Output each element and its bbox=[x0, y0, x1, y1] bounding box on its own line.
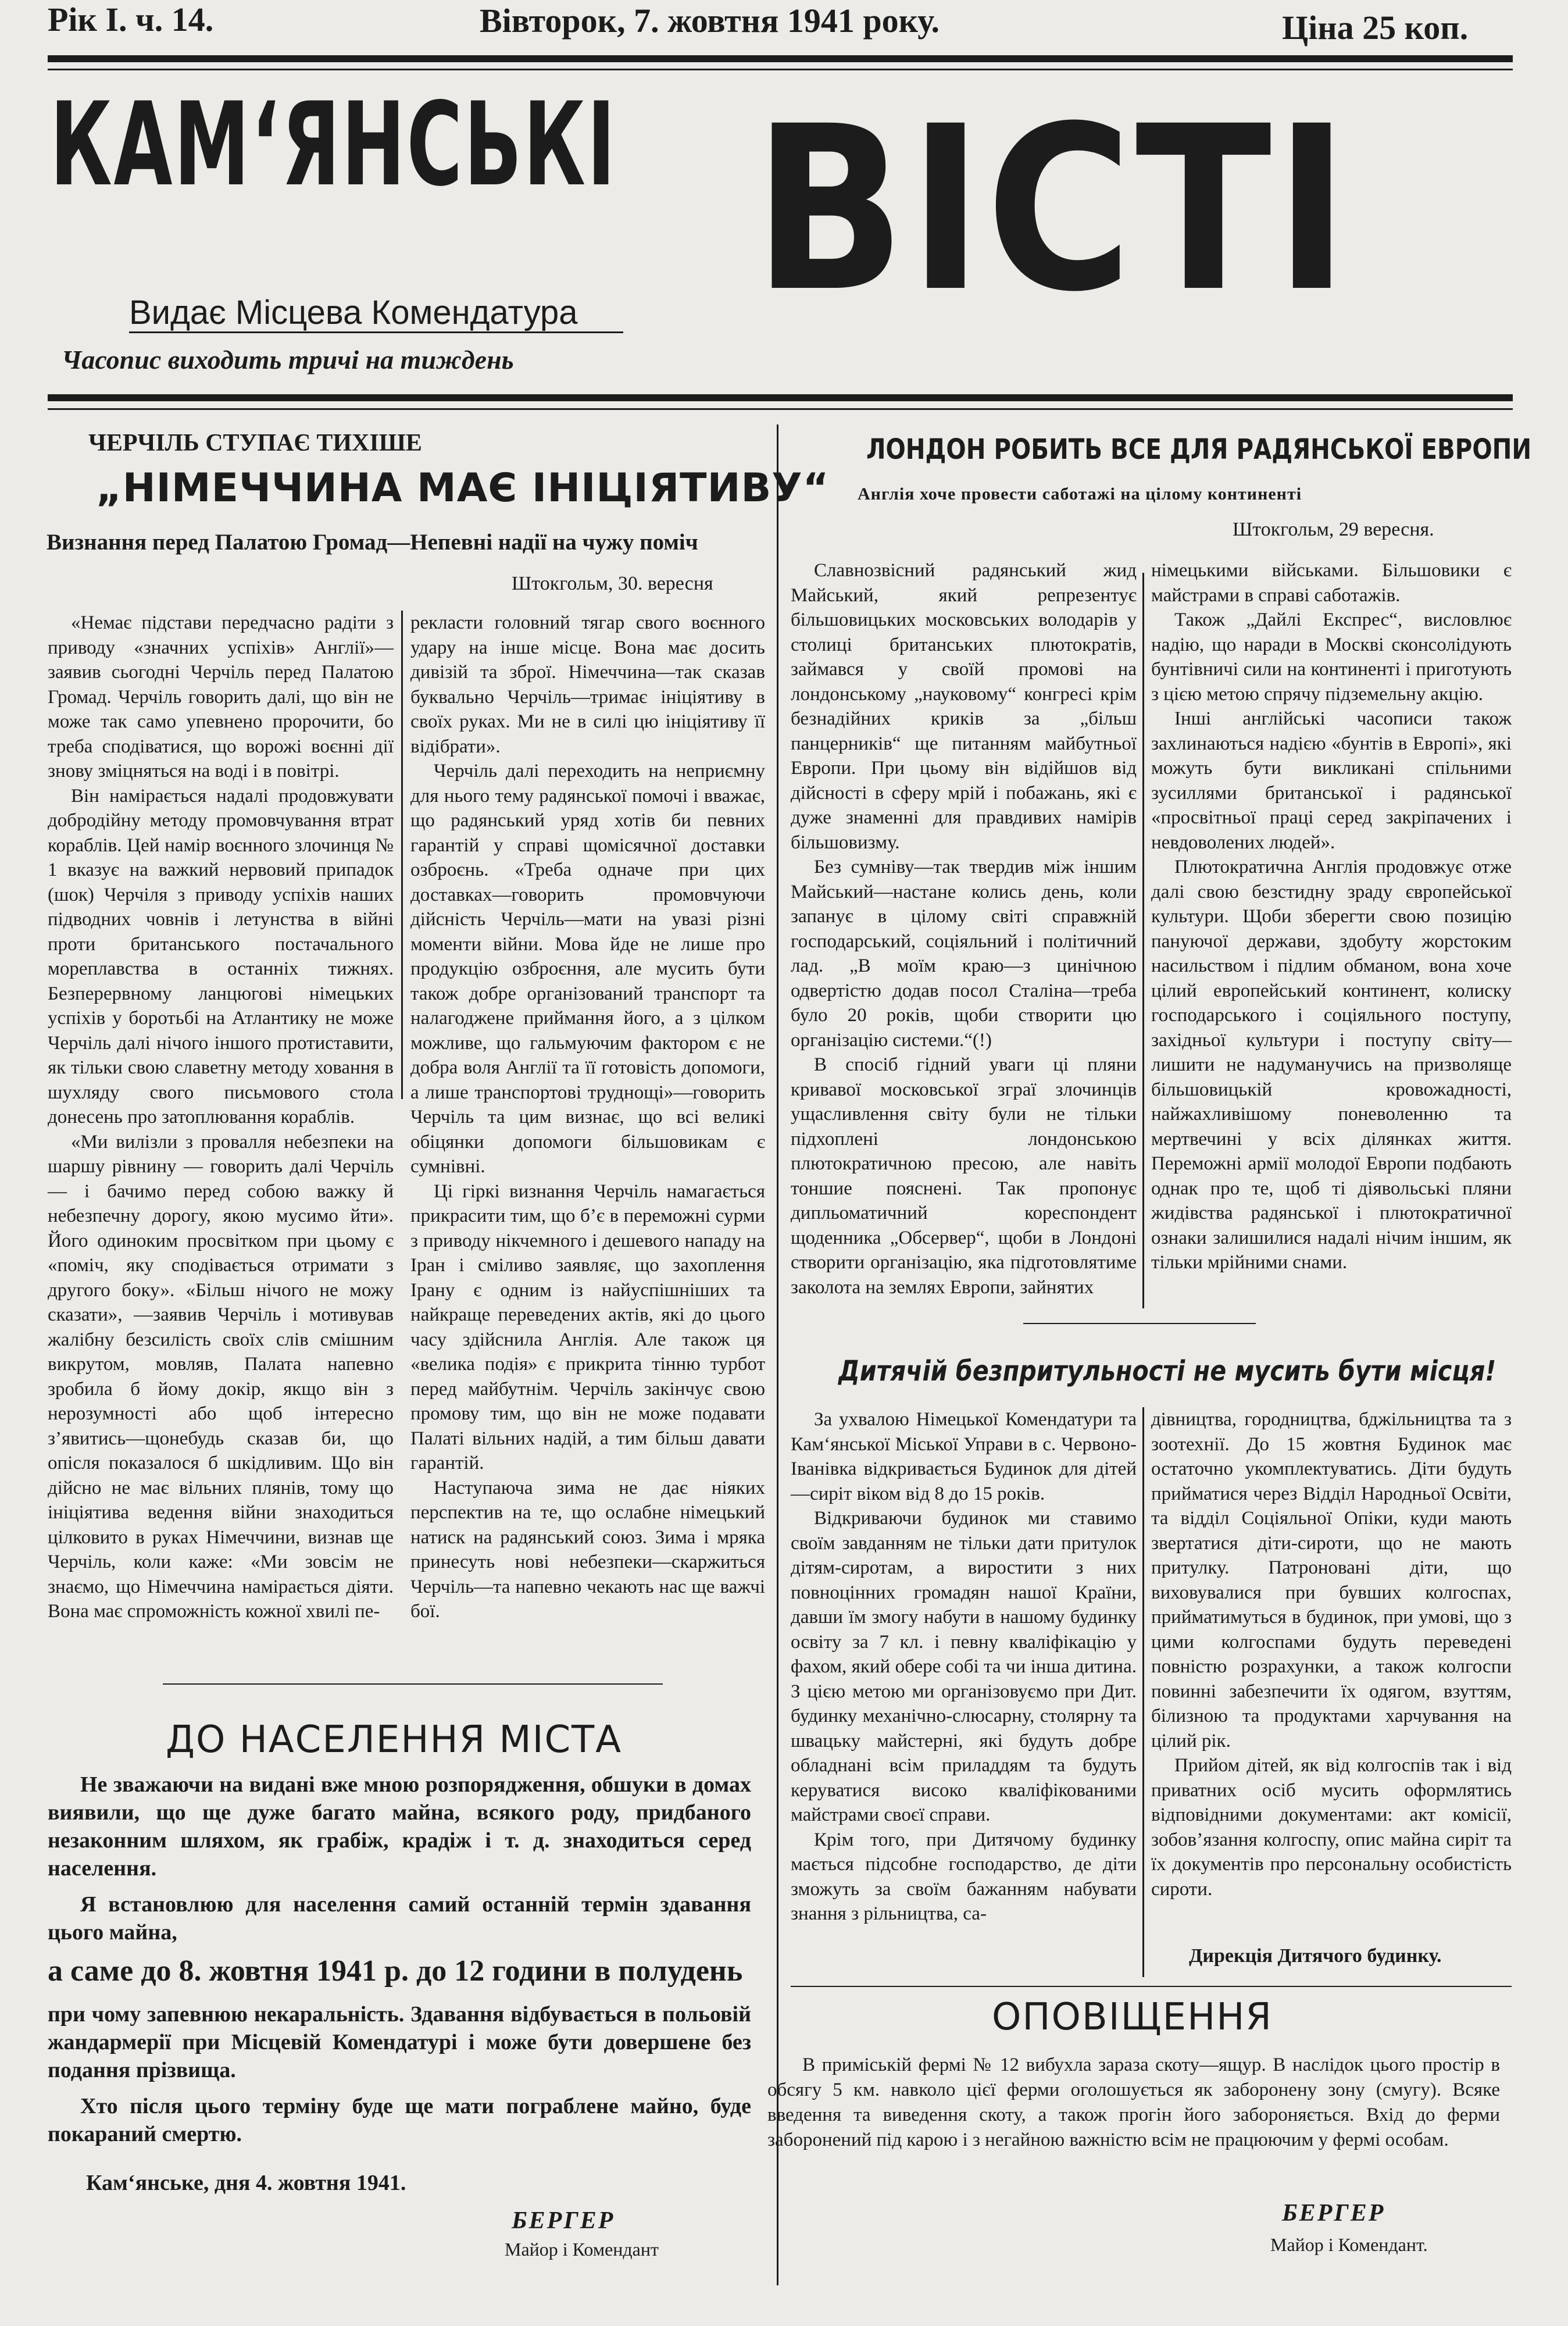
article1-column-1 bbox=[48, 611, 394, 1624]
paragraph: За ухвалою Німецької Комендатури та Кам‘янської Міської Управи в с. Червоно-Іванівка відкривається Будинок для дітей—сиріт віком від 8 до 15 років. bbox=[791, 1409, 1137, 1504]
paragraph: В спосіб гідний уваги ці пляни кривавої московської зграї злочинців ущасливлення світу були не тільки підхоплені лондонською плютократичною пресою, але навіть тоншие пояснені. Так пропонує дипльоматичний кореспондент щоденника „Обсервер“, щоби в Лондоні створити організацію, яка підготовлятиме заколота на землях Европи, зайнятих bbox=[791, 1054, 1137, 1298]
order-title: ДО НАСЕЛЕННЯ МІСТА bbox=[166, 1718, 623, 1761]
issue-info: Рік I. ч. 14. bbox=[48, 1, 214, 38]
paragraph: дівництва, городництва, бджільництва та з зоотехнії. До 15 жовтня Будинок має остаточно укомплектуватись. Діти будуть прийматися через Відділ Народньої Освіти, та відділ Соціяльної Опіки, куди мають звертатися діти-сироти, що не мають притулку. Патроновані діти, що виховувалися при бувших колгоспах, прийматимуться в будинок, при умові, що з цими колгоспами будуть переведені повністю розрахунки, а також колгоспи повинні забезпечити їх одягом, взуттям, білизною та продуктами харчування на цілий рік. bbox=[1151, 1409, 1512, 1751]
paragraph: Наступаюча зима не дає ніяких перспектив на те, що ослабне німецький натиск на радянський союз. Зима і мряка принесуть нові небезпеки—скаржиться Черчіль—та напевно чекають нас ще важчі бої. bbox=[410, 1477, 765, 1622]
column-divider-article1 bbox=[401, 611, 403, 1099]
publisher-underline bbox=[129, 331, 623, 333]
paragraph: Також „Дайлі Експрес“, висловлює надію, що наради в Москві сконсолідують бунтівничі сили на континенті і приготують з цією метою спрячу підземельну акцію. bbox=[1151, 609, 1512, 705]
notice-body bbox=[767, 2053, 1500, 2153]
order-body bbox=[48, 1771, 751, 1954]
order-paragraph: при чому запевнюю некаральність. Здавання відбувається в польовій жандармерії при Місцевій Комендатурі і може бути довершене без подання прізвища. bbox=[48, 2002, 751, 2082]
order-paragraph: Я встановлюю для населення самий останній термін здавання цього майна, bbox=[48, 1892, 751, 1945]
article3-signed-by: Дирекція Дитячого будинку. bbox=[1189, 1945, 1442, 1967]
article1-headline: „НІМЕЧЧИНА МАЄ ІНІЦІЯТИВУ“ bbox=[96, 465, 830, 511]
order-paragraph: Хто після цього терміну буде ще мати пограблене майно, буде покараний смертю. bbox=[48, 2094, 751, 2146]
notice-title: ОПОВІЩЕННЯ bbox=[992, 1996, 1273, 2039]
notice-signature-name: БЕРГЕР bbox=[1282, 2200, 1385, 2227]
paragraph: «Немає підстави передчасно радіти з приводу «значних успіхів» Англії»—заявив сьогодні Черчіль перед Палатою Громад. Черчіль говорить далі, що він не може так само упевнено пророчити, бо треба сподіватися, що ворожі воєнні дії знову зміцняться на воді і в повітрі. bbox=[48, 612, 394, 782]
order-body-2 bbox=[48, 2000, 751, 2156]
notice-paragraph: В приміській фермі № 12 вибухла зараза скоту—ящур. В наслідок цього простір в обсягу 5 км. навколо цієї ферми оголошується як заборонену зону (смугу). Всяке введення та виведення скоту, а також прогін його забороняється. Вхід до ферми заборонений під карою і з негайною важністю всім не працюючим у фермі особам. bbox=[767, 2054, 1500, 2150]
article2-column-1 bbox=[791, 558, 1137, 1300]
article1-subhead: Визнання перед Палатою Громад—Непевні надії на чужу поміч bbox=[47, 530, 698, 555]
column-divider-article3 bbox=[1142, 1407, 1144, 1977]
masthead-top-rule bbox=[48, 55, 1513, 62]
order-paragraph: Не зважаючи на видані вже мною розпорядження, обшуки в домах виявили, що ще дуже багато майна, всякого роду, придбаного незаконним шляхом, як грабіж, крадіж і т. д. знаходиться серед населення. bbox=[48, 1772, 751, 1881]
masthead-title-right: ВІСТІ bbox=[753, 77, 1352, 341]
masthead-top-rule-thin bbox=[48, 69, 1513, 70]
article1-kicker: ЧЕРЧІЛЬ СТУПАЄ ТИХІШЕ bbox=[88, 430, 422, 456]
article2-subhead: Англія хоче провести саботажі на цілому континенті bbox=[858, 484, 1302, 504]
masthead-title-left: КАМ‘ЯНСЬКІ bbox=[50, 77, 617, 212]
paragraph: Ці гіркі визнання Черчіль намагається прикрасити тим, що б’є в переможні сурми з приводу нікчемного і дешевого нападу на Іран і сміливо заявляє, що захоплення Ірану є одним із найуспішніших та найкраще переведених актів, які до цього часу здійснила Англія. Але також ця «велика подія» є прикрита тінню турбот перед майбутнім. Черчіль закінчує свою промову тим, що він не може подавати Палаті вільних надій, а тим більш давати гарантій. bbox=[410, 1180, 765, 1474]
column-divider-main bbox=[777, 424, 778, 2285]
notice-signature-title: Майор і Комендант. bbox=[1270, 2234, 1428, 2255]
masthead-frequency: Часопис виходить тричі на тиждень bbox=[62, 345, 514, 374]
paragraph: Плютократична Англія продовжує отже далі свою безстидну зраду європейської культури. Щоби зберегти свою позицію пануючої держави, здобуту жорстоким насильством і підлим обманом, вона хоче цілий европейський континент, колиску господарського і соціяльного поступу, західньої культури і поступу світу—лишити не надуманучись на призволяще більшовицькій кровожадності, найжахливішому поневоленню та мертвечині у всіх ділянках життя. Переможні армії молодої Европи подбають однак про те, щоб ті діявольські пляни жидівства радянської і плютократичної ознаки залишилися надалі нічим іншим, як тільки мрійними снами. bbox=[1151, 857, 1512, 1273]
article1-bottom-rule bbox=[163, 1683, 663, 1685]
masthead-publisher: Видає Місцева Комендатура bbox=[129, 294, 578, 331]
order-signature-name: БЕРГЕР bbox=[512, 2207, 615, 2234]
article1-column-2 bbox=[410, 611, 765, 1624]
paragraph: Інші англійські часописи також захлинаються надією «бунтів в Европі», які можуть бути викликані спільними зусиллями британської і радянської «просвітньої праці серед закріпачених і невдоволених людей». bbox=[1151, 708, 1512, 853]
masthead-bottom-rule-thin bbox=[48, 408, 1513, 410]
issue-date: Вівторок, 7. жовтня 1941 року. bbox=[480, 2, 940, 40]
column-divider-article2 bbox=[1142, 573, 1144, 1308]
order-signature-title: Майор і Комендант bbox=[505, 2239, 659, 2260]
article3-bottom-rule bbox=[791, 1986, 1512, 1987]
paragraph: Відкриваючи будинок ми ставимо своїм завданням не тільки дати притулок дітям-сиротам, а виростити з них повноцінних громадян нашої Країни, давши їм змогу набути в нашому будинку освіту за 7 кл. і певну кваліфікацію у фахом, який обере собі та чи інша дитина. З цією метою ми організовуємо при Дит. будинку механічно-слюсарну, столярну та швацьку майстерні, які будуть добре обладнані всім приладдям та будуть керуватися високо кваліфікованими майстрами своєї справи. bbox=[791, 1508, 1137, 1825]
order-place-date: Кам‘янське, дня 4. жовтня 1941. bbox=[86, 2171, 406, 2195]
paragraph: Без сумніву—так твердив між іншим Майський—настане колись день, коли запанує в цілому світі справжній господарський, соціяльний і політичний лад. „В моїм краю—з цинічною одвертістю додав посол Сталіна—треба було 20 років, щоби створити цю організацію системи.“(!) bbox=[791, 857, 1137, 1051]
paragraph: рекласти головний тягар свого воєнного удару на інше місце. Вона має досить дивізій та зброї. Німеччина—так сказав буквально Черчіль—тримає ініціятиву в своїх руках. Ми не в силі цю ініціятиву її відібрати». bbox=[410, 612, 765, 757]
article1-dateline: Штокгольм, 30. вересня bbox=[512, 573, 713, 594]
paragraph: німецькими військами. Більшовики є майстрами в справі саботажів. bbox=[1151, 560, 1512, 606]
paragraph: Славнозвісний радянський жид Майський, який репрезентує більшовицьких московських володарів у столиці британських плютократів, займався у своїй промові на лондонському „науковому“ конгресі крім безнадійних криків за „більш панцерників“ ще питанням майбутньої Европи. При цьому він відійшов від дійсності в сферу мрій і побажань, які є дуже знаменні для правдивих намірів більшовизму. bbox=[791, 560, 1137, 853]
order-deadline: а саме до 8. жовтня 1941 р. до 12 години в полудень bbox=[48, 1954, 743, 1988]
article3-column-1 bbox=[791, 1407, 1137, 1927]
paragraph: Черчіль далі переходить на неприємну для нього тему радянської помочі і вважає, що радянський уряд хотів би певних гарантій у справі щомісячної доставки озброєнь. «Треба одначе при цих доставках—говорить промовчуючи дійсність Черчіль—мати на увазі різні моменти війни. Мова йде не лише про продукцію озброєння, але мусить бути також добре організований транспорт та налагоджене приймання його, а з цілком можливе, що гальмуючим фактором є не добра воля Англії та її готовість допомоги, а лише транспортові труднощі»—говорить Черчіль та цим визнає, що всі великі обіцянки допомоги більшовикам є сумнівні. bbox=[410, 761, 765, 1177]
article2-dateline: Штокгольм, 29 вересня. bbox=[1233, 519, 1434, 540]
article3-headline: Дитячій безпритульності не мусить бути місця! bbox=[838, 1355, 1496, 1387]
article2-bottom-rule bbox=[1023, 1323, 1256, 1324]
masthead-bottom-rule bbox=[48, 394, 1513, 401]
paragraph: «Ми вилізли з провалля небезпеки на шаршу рівнину — говорить далі Черчіль — і бачимо перед собою важку й небезпечну дорогу, якою мусимо йти». Його одиноким просвітком при цьому є «поміч, яку сподівається отримати з другого боку». «Більш нічого не можу сказати», —заявив Черчіль і мотивував жалібну безсилість своїх слів смішним викрутом, мовляв, Палата напевно зробила б йому докір, якщо він з нерозумності або щоб інтересно з’явитись—щонебудь сказав би, що опісля показалося б шкідливим. Що він дійсно не має вільних плянів, тому що ініціятива ведення війни знаходиться цілковито в руках Німеччини, визнав ще Черчіль, коли каже: «Ми зовсім не знаємо, що Німеччина намірається діяти. Вона має спроможність кожної хвилі пе- bbox=[48, 1131, 394, 1622]
issue-price: Ціна 25 коп. bbox=[1282, 9, 1469, 47]
article3-column-2 bbox=[1151, 1407, 1512, 1902]
paragraph: Крім того, при Дитячому будинку мається підсобне господарство, де діти зможуть за своїм бажанням набувати знання з рільництва, са- bbox=[791, 1829, 1137, 1924]
article2-column-2 bbox=[1151, 558, 1512, 1275]
paragraph: Він намірається надалі продовжувати добродійну методу промовчування втрат кораблів. Цей намір воєнного злочинця № 1 вказує на важкий нервовий припадок (шок) Черчіля з приводу успіхів наших підводних човнів і летунства в війні проти британського постачального мореплавства в останніх тижнях. Безперервному ланцюгові німецьких успіхів у боротьбі на Атлантику не може Черчіль далі нічого іншого протиставити, як тільки свою славетну методу ховання в шухляду свого письмового стола донесень про затоплювання кораблів. bbox=[48, 785, 394, 1128]
paragraph: Прийом дітей, як від колгоспів так і від приватних осіб мусить оформлятись відповідними документами: акт комісії, зобов’язання колгоспу, опис майна сиріт та їх документів про персональну особистість сироти. bbox=[1151, 1755, 1512, 1900]
article2-headline: ЛОНДОН РОБИТЬ ВСЕ ДЛЯ РАДЯНСЬКОЇ ЕВРОПИ bbox=[866, 433, 1532, 466]
